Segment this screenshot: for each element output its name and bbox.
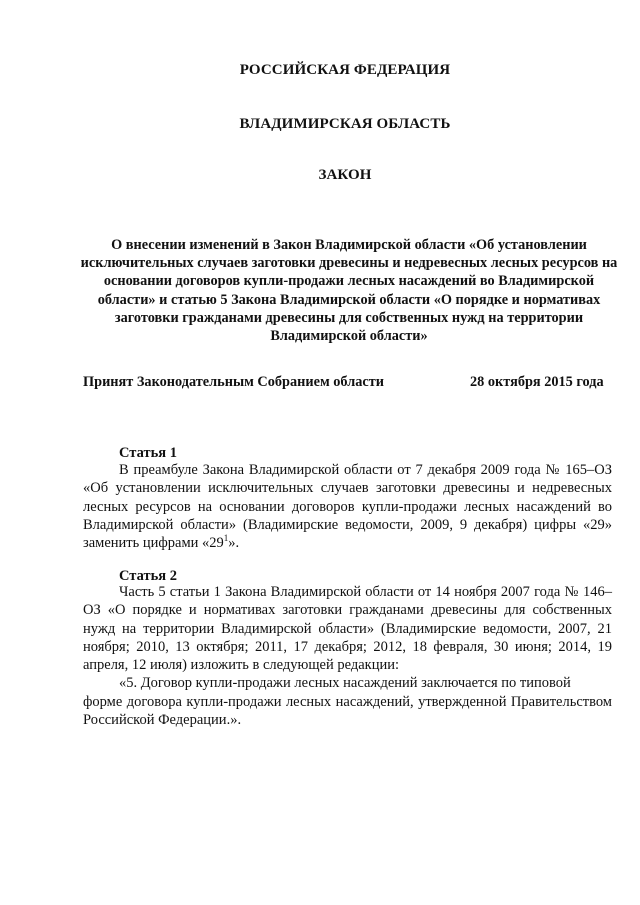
superscript: 1: [223, 533, 229, 544]
article-2-body: Часть 5 статьи 1 Закона Владимирской области от 14 ноября 2007 года № 146–ОЗ «О порядке и нормативах заготовки гражданами древесины для собственных нужд на территории Владимирской области» (Владимирские ведомости, 2007, 21 ноября; 2010, 13 октября; 2011, 17 декабря; 2012, 18 февраля, 30 июня; 2014, 19 апреля, 12 июля) изложить в следующей редакции:: [83, 584, 612, 674]
article-1-text: [83, 461, 612, 552]
article-2-quote-line1: «5. Договор купли-продажи лесных насаждений заключается по типовой: [119, 675, 571, 692]
article-2-quote-rest: форме договора купли-продажи лесных насаждений, утвержденной Правительством Российской Федерации.».: [83, 693, 612, 729]
adoption-date: 28 октября 2015 года: [470, 374, 604, 390]
adopted-by: Принят Законодательным Собранием области: [83, 374, 384, 390]
article-2-heading: Статья 2: [119, 568, 177, 584]
doc-type-heading: ЗАКОН: [318, 167, 372, 183]
country-heading: РОССИЙСКАЯ ФЕДЕРАЦИЯ: [239, 62, 451, 78]
article-2-text: [83, 583, 612, 729]
article-1-body: В преамбуле Закона Владимирской области от 7 декабря 2009 года № 165–ОЗ «Об установлении исключительных случаев заготовки древесины и недревесных лесных ресурсов на основании договоров купли-продажи лесных насаждений во Владимирской области» (Владимирские ведомости, 2009, 9 декабря) цифры «29» заменить цифрами «29: [83, 462, 612, 552]
region-heading: ВЛАДИМИРСКАЯ ОБЛАСТЬ: [239, 116, 451, 132]
article-1-heading: Статья 1: [119, 445, 177, 461]
article-1-tail: ».: [228, 535, 240, 552]
law-title: О внесении изменений в Закон Владимирской области «Об установлении исключительных случаев заготовки древесины и недревесных лесных ресурсов на основании договоров купли-продажи лесных насаждений во Владимирской области» и статью 5 Закона Владимирской области «О порядке и нормативах заготовки гражданами древесины для собственных нужд на территории Владимирской области»: [80, 237, 618, 345]
